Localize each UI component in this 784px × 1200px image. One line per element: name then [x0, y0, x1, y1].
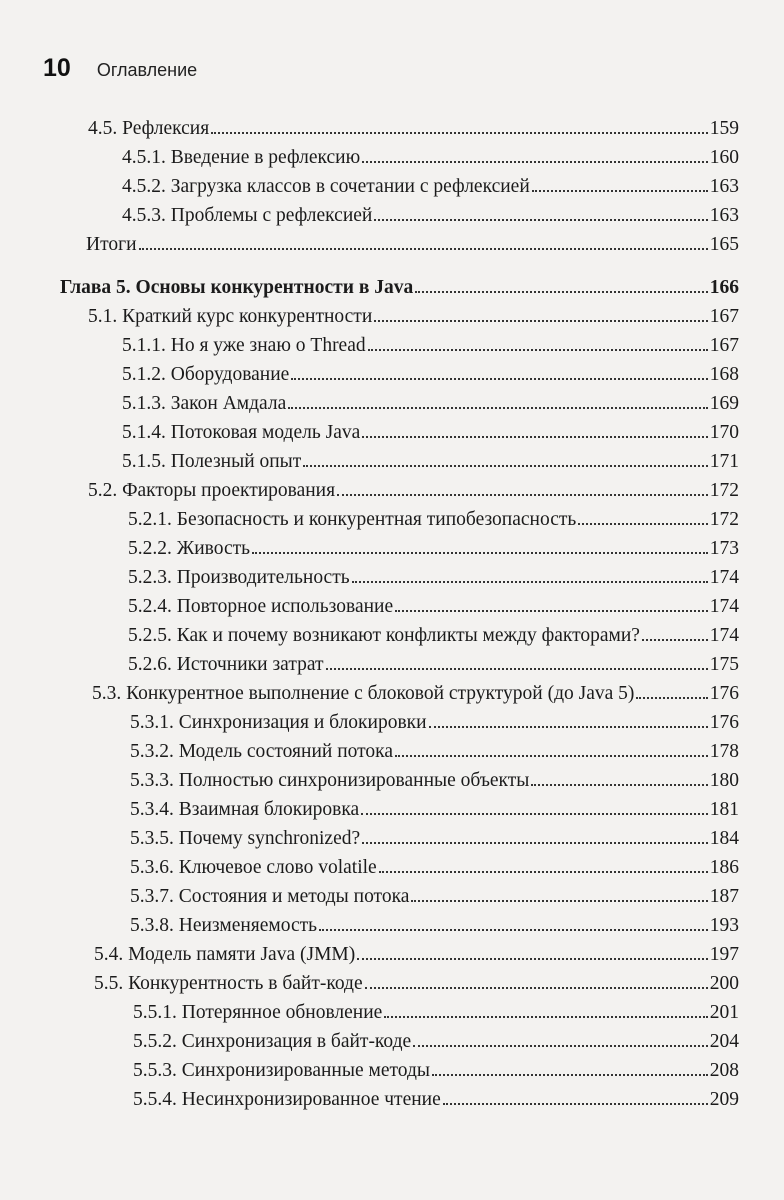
- toc-entry-page: 180: [709, 769, 739, 791]
- toc-entry-label: 5.3.6. Ключевое слово volatile: [130, 856, 377, 878]
- toc-entry: [130, 704, 739, 734]
- toc-leader-dots: [361, 813, 708, 815]
- toc-entry-page: 159: [709, 117, 739, 139]
- toc-entry-page: 176: [709, 682, 739, 704]
- toc-leader-dots: [337, 494, 708, 496]
- toc-entry-page: 167: [709, 334, 739, 356]
- toc-entry: [133, 1081, 739, 1111]
- toc-entry-label: 5.5.2. Синхронизация в байт-коде: [133, 1030, 412, 1052]
- toc-entry-label: 5.5.1. Потерянное обновление: [133, 1001, 383, 1023]
- toc-entry-page: 209: [709, 1088, 739, 1110]
- toc-entry-label: 5.2.3. Производительность: [128, 566, 350, 588]
- toc-entry: [128, 530, 739, 560]
- toc-entry-label: 5.3.2. Модель состояний потока: [130, 740, 393, 762]
- toc-entry-page: 197: [709, 943, 739, 965]
- toc-entry-label: 5.5. Конкурентность в байт-коде: [94, 972, 363, 994]
- toc-entry-label: 5.2.5. Как и почему возникают конфликты между факторами?: [128, 624, 640, 646]
- toc-entry: [130, 849, 739, 879]
- toc-entry-page: 186: [709, 856, 739, 878]
- toc-leader-dots: [432, 1074, 708, 1076]
- toc-entry: [122, 139, 739, 169]
- toc-entry-page: 171: [709, 450, 739, 472]
- toc-entry-page: 201: [709, 1001, 739, 1023]
- section-title: Оглавление: [96, 60, 198, 80]
- toc-entry-label: 5.2. Факторы проектирования: [88, 479, 336, 501]
- toc-leader-dots: [395, 610, 708, 612]
- toc-entry-label: 4.5.2. Загрузка классов в сочетании с рефлексией: [122, 175, 530, 197]
- toc-leader-dots: [374, 320, 707, 322]
- toc-entry-page: 175: [709, 653, 739, 675]
- toc-entry: [122, 197, 739, 227]
- toc-entry-label: 5.5.4. Несинхронизированное чтение: [133, 1088, 441, 1110]
- toc-entry-label: 5.3.3. Полностью синхронизированные объекты: [130, 769, 530, 791]
- toc-entry-page: 168: [709, 363, 739, 385]
- toc-entry-page: 173: [709, 537, 739, 559]
- toc-leader-dots: [429, 726, 708, 728]
- toc-leader-dots: [374, 219, 707, 221]
- toc-entry: [88, 298, 739, 328]
- toc-entry: [122, 385, 739, 415]
- toc-leader-dots: [211, 132, 708, 134]
- toc-entry-page: 170: [709, 421, 739, 443]
- toc-entry: [128, 617, 739, 647]
- toc-leader-dots: [395, 755, 708, 757]
- page-number: 10: [43, 54, 71, 82]
- toc-leader-dots: [411, 900, 707, 902]
- toc-entry-label: 5.3.7. Состояния и методы потока: [130, 885, 410, 907]
- toc-entry-page: 165: [709, 233, 739, 255]
- toc-entry-page: 163: [709, 204, 739, 226]
- toc-entry-page: 184: [709, 827, 739, 849]
- toc-entry-page: 200: [709, 972, 739, 994]
- toc-entry-page: 174: [709, 595, 739, 617]
- toc-entry-page: 172: [709, 479, 739, 501]
- toc-leader-dots: [291, 378, 707, 380]
- toc-entry: [122, 356, 739, 386]
- toc-entry: [88, 110, 739, 140]
- toc-entry-label: 5.1.2. Оборудование: [122, 363, 290, 385]
- toc-entry-label: Итоги: [86, 233, 137, 255]
- toc-entry-label: 4.5.3. Проблемы с рефлексией: [122, 204, 373, 226]
- toc-leader-dots: [357, 958, 707, 960]
- toc-entry: [92, 675, 739, 705]
- toc-entry-page: 181: [709, 798, 739, 820]
- toc-leader-dots: [578, 523, 707, 525]
- toc-chapter-entry: [60, 269, 739, 299]
- toc-leader-dots: [352, 581, 708, 583]
- toc-entry: [128, 559, 739, 589]
- toc-entry-page: 176: [709, 711, 739, 733]
- toc-entry-page: 193: [709, 914, 739, 936]
- toc-entry-page: 187: [709, 885, 739, 907]
- toc-entry-label: 5.2.1. Безопасность и конкурентная типобезопасность: [128, 508, 577, 530]
- toc-entry: [128, 501, 739, 531]
- toc-entry-label: 5.2.4. Повторное использование: [128, 595, 394, 617]
- toc-leader-dots: [415, 291, 708, 293]
- toc-entry-page: 204: [709, 1030, 739, 1052]
- toc-leader-dots: [384, 1016, 707, 1018]
- toc-entry-page: 163: [709, 175, 739, 197]
- toc-entry: [128, 588, 739, 618]
- toc-entry: [128, 646, 739, 676]
- toc-entry-label: 4.5.1. Введение в рефлексию: [122, 146, 361, 168]
- toc-entry-page: 172: [709, 508, 739, 530]
- toc-entry-label: 5.3.8. Неизменяемость: [130, 914, 318, 936]
- toc-entry: [130, 762, 739, 792]
- toc-leader-dots: [326, 668, 708, 670]
- toc-entry: [133, 1052, 739, 1082]
- toc-entry: [130, 820, 739, 850]
- toc-entry-label: 5.1.1. Но я уже знаю о Thread: [122, 334, 366, 356]
- toc-entry-label: 5.1. Краткий курс конкурентности: [88, 305, 373, 327]
- toc-entry-page: 160: [709, 146, 739, 168]
- toc-entry: [130, 878, 739, 908]
- toc-leader-dots: [413, 1045, 708, 1047]
- toc-entry: [130, 733, 739, 763]
- toc-chapter-page: 166: [709, 276, 739, 298]
- page-header: [43, 54, 197, 83]
- toc-entry: [122, 443, 739, 473]
- toc-leader-dots: [362, 161, 708, 163]
- toc-entry-label: 5.3. Конкурентное выполнение с блоковой структурой (до Java 5): [92, 682, 635, 704]
- toc-leader-dots: [531, 784, 707, 786]
- toc-entry: [122, 327, 739, 357]
- toc-leader-dots: [365, 987, 708, 989]
- toc-entry-label: 5.4. Модель памяти Java (JMM): [94, 943, 356, 965]
- toc-entry: [86, 226, 739, 256]
- toc-entry-label: 5.1.5. Полезный опыт: [122, 450, 302, 472]
- toc-entry: [133, 1023, 739, 1053]
- toc-leader-dots: [139, 248, 708, 250]
- toc-entry: [130, 907, 739, 937]
- toc-entry: [122, 414, 739, 444]
- toc-leader-dots: [368, 349, 708, 351]
- toc-leader-dots: [362, 842, 708, 844]
- toc-entry-page: 167: [709, 305, 739, 327]
- toc-entry-label: 5.3.5. Почему synchronized?: [130, 827, 361, 849]
- toc-entry-label: 5.1.3. Закон Амдала: [122, 392, 287, 414]
- toc-entry-label: 4.5. Рефлексия: [88, 117, 210, 139]
- toc-leader-dots: [319, 929, 708, 931]
- toc-entry: [94, 965, 739, 995]
- toc-leader-dots: [303, 465, 707, 467]
- toc-entry-label: 5.2.6. Источники затрат: [128, 653, 324, 675]
- toc-leader-dots: [443, 1103, 708, 1105]
- toc-entry-label: 5.1.4. Потоковая модель Java: [122, 421, 361, 443]
- toc-entry-label: 5.3.4. Взаимная блокировка: [130, 798, 360, 820]
- toc-entry: [88, 472, 739, 502]
- toc-leader-dots: [288, 407, 707, 409]
- toc-entry-page: 169: [709, 392, 739, 414]
- toc-entry-label: 5.3.1. Синхронизация и блокировки: [130, 711, 427, 733]
- toc-entry-label: 5.5.3. Синхронизированные методы: [133, 1059, 430, 1081]
- toc-entry-page: 174: [709, 624, 739, 646]
- toc-leader-dots: [362, 436, 707, 438]
- toc-leader-dots: [252, 552, 708, 554]
- toc-entry-page: 208: [709, 1059, 739, 1081]
- toc-entry-label: 5.2.2. Живость: [128, 537, 251, 559]
- toc-leader-dots: [642, 639, 708, 641]
- toc-entry: [122, 168, 739, 198]
- toc-entry-page: 174: [709, 566, 739, 588]
- toc-entry: [130, 791, 739, 821]
- toc-entry: [94, 936, 739, 966]
- toc-entry-page: 178: [709, 740, 739, 762]
- toc-leader-dots: [636, 697, 707, 699]
- toc-leader-dots: [379, 871, 708, 873]
- toc-entry: [133, 994, 739, 1024]
- toc-chapter-label: Глава 5. Основы конкурентности в Java: [60, 276, 414, 298]
- toc-leader-dots: [532, 190, 708, 192]
